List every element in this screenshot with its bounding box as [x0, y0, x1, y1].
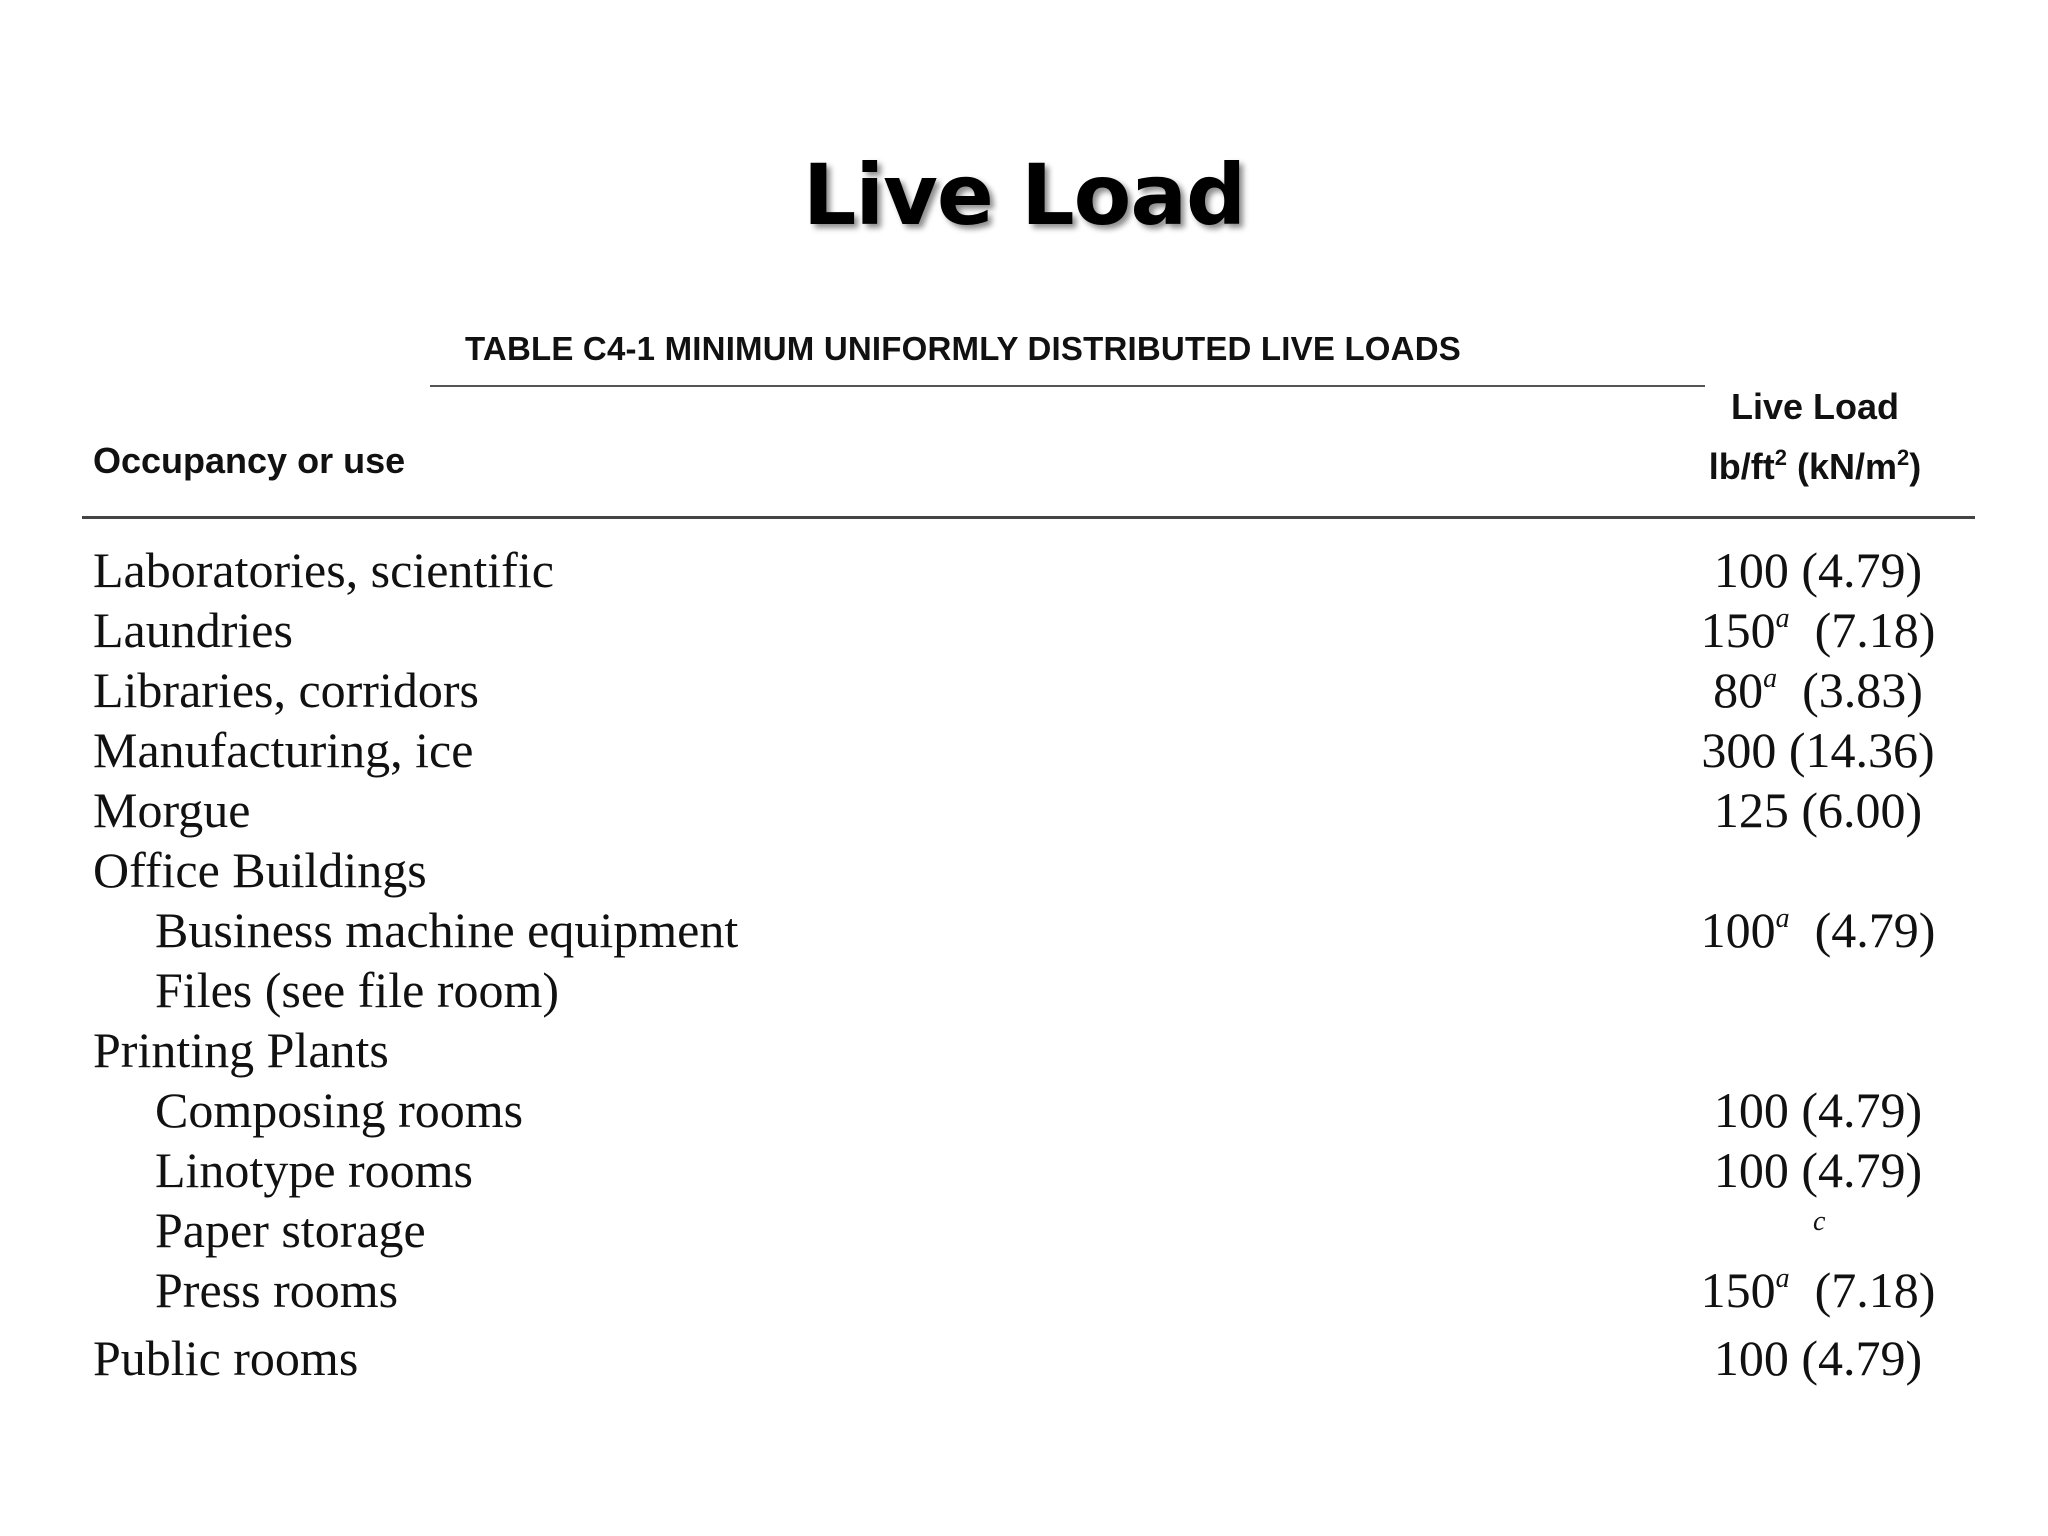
live-load-header-units: [1660, 437, 1970, 497]
table-row: [93, 960, 1973, 1020]
header-rule-top: [430, 385, 1705, 387]
unit-close-paren: ): [1909, 446, 1922, 487]
table-row: [93, 660, 1973, 720]
row-load-value: 300 (14.36): [1701, 722, 1935, 778]
unit-kn-exponent: 2: [1897, 445, 1910, 470]
table-row: [93, 540, 1973, 600]
footnote-marker: a: [1775, 603, 1790, 634]
live-load-header-title: Live Load: [1730, 386, 1900, 427]
row-occupancy: Manufacturing, ice: [93, 722, 474, 778]
row-occupancy-group: Printing Plants: [93, 1022, 389, 1078]
row-occupancy: Linotype rooms: [155, 1142, 474, 1198]
table-row: [93, 1200, 1973, 1260]
row-occupancy: Files (see file room): [155, 962, 560, 1018]
row-occupancy: Laboratories, scientific: [93, 542, 554, 598]
row-occupancy: Press rooms: [155, 1262, 399, 1318]
row-load-value: 100 (4.79): [1713, 1082, 1923, 1138]
row-occupancy: Business machine equipment: [155, 902, 739, 958]
row-load-value: 80$^a$ (3.83): [1713, 662, 1923, 718]
footnote-marker: a: [1775, 903, 1790, 934]
table-row: [93, 780, 1973, 840]
unit-kn: (kN/m: [1796, 446, 1898, 487]
row-occupancy: Libraries, corridors: [93, 662, 479, 718]
table-row: [93, 1080, 1973, 1140]
table-row: [93, 600, 1973, 660]
row-occupancy: Paper storage: [155, 1202, 426, 1258]
footnote-marker: a: [1763, 663, 1778, 694]
unit-lb: lb/ft: [1708, 446, 1775, 487]
table-caption: TABLE C4-1 MINIMUM UNIFORMLY DISTRIBUTED LIVE LOADS: [465, 330, 1461, 367]
table-row: [93, 1328, 1973, 1388]
row-occupancy: Laundries: [93, 602, 293, 658]
row-load-value: 100 (4.79): [1713, 1142, 1923, 1198]
unit-lb-exponent: 2: [1774, 445, 1787, 470]
table-row-group: [93, 840, 1973, 900]
row-occupancy-group: Office Buildings: [93, 842, 427, 898]
table-row: [93, 1140, 1973, 1200]
row-load-value: 100 (4.79): [1713, 1330, 1923, 1386]
table-row: [93, 900, 1973, 960]
row-load-value: 125 (6.00): [1713, 782, 1923, 838]
footnote-marker: a: [1775, 1263, 1790, 1294]
table-row-group: [93, 1020, 1973, 1080]
row-load-value: 100$^a$ (4.79): [1700, 902, 1936, 958]
slide-title: Live Load: [802, 146, 1246, 244]
row-occupancy: Composing rooms: [155, 1082, 524, 1138]
row-load-value: 150$^a$ (7.18): [1700, 1262, 1936, 1318]
column-header-occupancy: Occupancy or use: [93, 440, 406, 481]
row-occupancy: Morgue: [93, 782, 251, 838]
table-row: [93, 720, 1973, 780]
table-body: [93, 540, 1973, 1388]
header-rule-bottom: [82, 516, 1975, 519]
table-row: [93, 1260, 1973, 1320]
footnote-marker: c: [1813, 1206, 1826, 1237]
row-load-value: 150$^a$ (7.18): [1700, 602, 1936, 658]
column-header-live-load: [1660, 377, 1970, 497]
row-occupancy: Public rooms: [93, 1330, 359, 1386]
row-load-value: 100 (4.79): [1713, 542, 1923, 598]
